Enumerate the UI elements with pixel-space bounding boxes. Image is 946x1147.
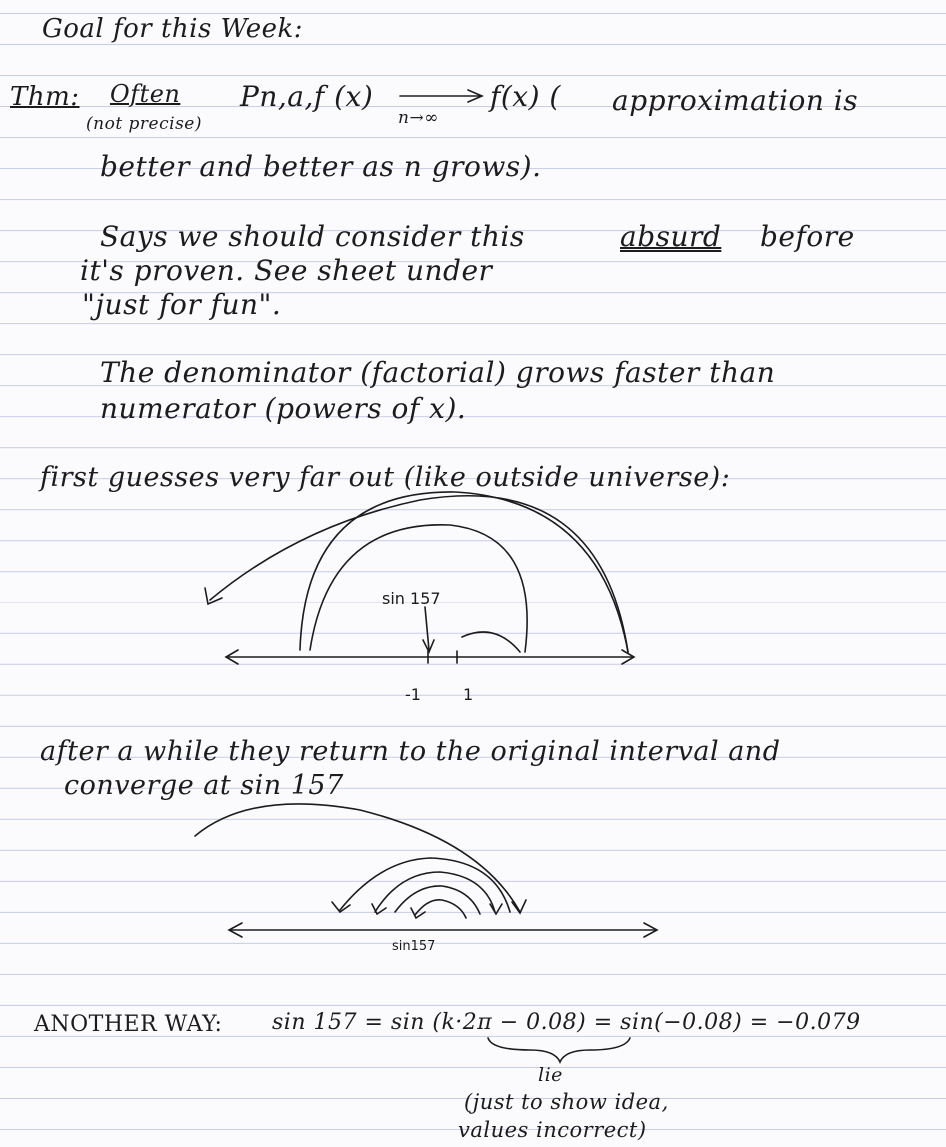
- arc2-d: [415, 900, 466, 918]
- thm-line2: better and better as n grows).: [100, 150, 542, 183]
- says-line2: it's proven. See sheet under: [80, 254, 493, 287]
- another-way-equation: sin 157 = sin (k·2π − 0.08) = sin(−0.08) = −0.079: [272, 1010, 861, 1035]
- arc2-head-4: [490, 904, 502, 914]
- diagram2-label: sin157: [392, 939, 436, 954]
- after-line2: converge at sin 157: [64, 770, 344, 801]
- goal-heading: Goal for this Week:: [42, 14, 303, 44]
- thm-often: Often: [110, 80, 181, 108]
- arc2-head-3: [411, 908, 425, 918]
- denominator-line2: numerator (powers of x).: [100, 392, 467, 425]
- diagram1-tick-pos-label: 1: [463, 685, 474, 704]
- thm-approximation: approximation is: [612, 84, 859, 117]
- arc2-outer: [195, 804, 520, 912]
- lie-label: lie: [538, 1064, 563, 1086]
- arc-outer-arrowhead: [205, 588, 222, 604]
- arc-small: [462, 632, 520, 652]
- thm-formula: Pn,a,f (x): [240, 80, 374, 113]
- says-absurd: absurd: [620, 220, 722, 253]
- arc-middle: [300, 492, 628, 652]
- another-way-label: ANOTHER WAY:: [34, 1012, 223, 1037]
- thm-fx: f(x) (: [490, 80, 561, 113]
- note-line1: (just to show idea,: [464, 1090, 669, 1114]
- says-line1a: Says we should consider this: [100, 220, 525, 253]
- thm-not-precise: (not precise): [86, 114, 202, 134]
- arc2-b: [375, 872, 495, 912]
- thm-limit-subscript: n→∞: [398, 108, 439, 128]
- says-line3: "just for fun".: [82, 288, 282, 321]
- arc2-head-1: [332, 902, 350, 912]
- diagram1-label: sin 157: [382, 589, 441, 608]
- note-line2: values incorrect): [458, 1118, 647, 1142]
- says-line1b: before: [760, 220, 855, 253]
- after-line1: after a while they return to the original interval and: [40, 736, 781, 767]
- thm-label: Thm:: [10, 82, 80, 112]
- denominator-line1: The denominator (factorial) grows faster than: [100, 356, 776, 389]
- arc-outer: [210, 496, 628, 652]
- diagram1-tick-neg-label: -1: [405, 685, 421, 704]
- lie-brace: [488, 1038, 630, 1062]
- first-guesses-text: first guesses very far out (like outside universe):: [40, 462, 731, 493]
